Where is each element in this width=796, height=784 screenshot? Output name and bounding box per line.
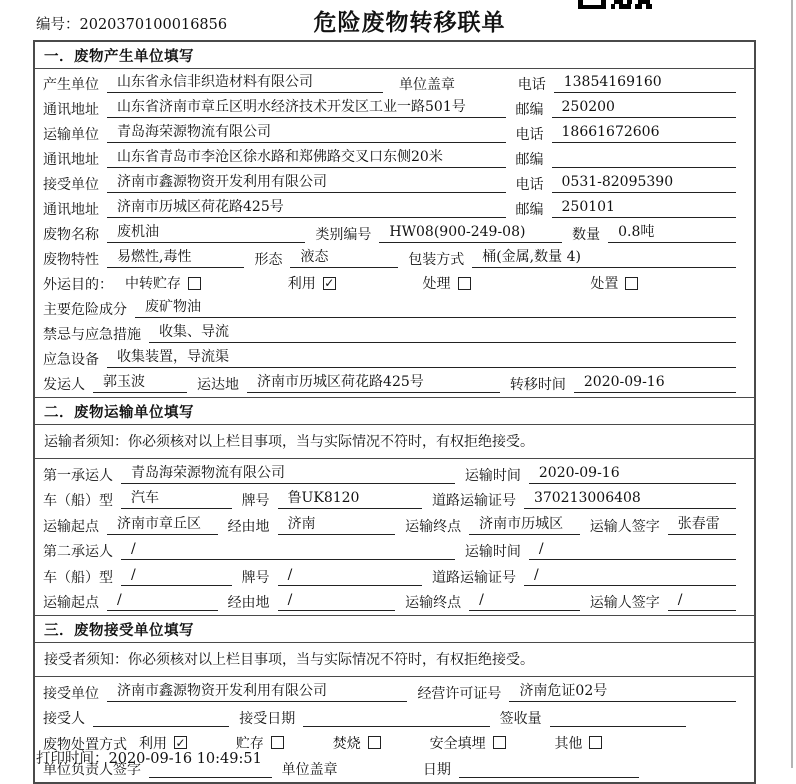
field-label: 运输人签字	[589, 518, 660, 535]
form-row	[35, 170, 754, 195]
page-edge-divider	[791, 0, 793, 768]
field-label: 包装方式	[408, 252, 465, 268]
field-label: 第一承运人	[43, 467, 113, 484]
checkbox-icon	[368, 736, 381, 749]
field-label: 外运目的：	[43, 277, 113, 293]
field-value: 鲁UK8120	[278, 487, 422, 509]
checkbox-label: 处理	[422, 276, 451, 292]
field-label: 牌号	[241, 493, 270, 509]
field-label: 电话	[515, 127, 544, 143]
field-value: /	[121, 567, 232, 586]
field-text: 单位盖章	[399, 77, 456, 93]
field-label: 运输时间	[464, 544, 521, 560]
field-label: 运输起点	[43, 595, 99, 611]
field-label: 签收量	[499, 711, 542, 727]
page-title: 危险废物转移联单	[313, 10, 506, 36]
field-label: 邮编	[515, 152, 544, 168]
field-value	[93, 708, 229, 727]
field-value: 济南市历城区荷花路425号	[247, 371, 500, 393]
print-time-value: 2020-09-16 10:49:51	[108, 751, 262, 767]
field-label: 产生单位	[43, 77, 99, 93]
checkbox-icon	[188, 277, 201, 290]
field-value: 济南市鑫源物资开发利用有限公司	[107, 680, 407, 702]
form-row	[35, 345, 754, 370]
field-label: 日期	[422, 762, 451, 778]
field-value: 2020-09-16	[529, 465, 736, 484]
field-label: 运输时间	[464, 467, 521, 484]
form-row	[35, 120, 754, 145]
field-label: 形态	[254, 252, 283, 268]
field-label: 道路运输证号	[431, 493, 516, 509]
form-row	[35, 295, 754, 320]
field-label: 运输单位	[43, 127, 99, 143]
field-label: 主要危险成分	[43, 302, 127, 318]
field-value: 山东省青岛市李沧区徐水路和郑佛路交叉口东侧20米	[107, 146, 506, 168]
checkbox-checked-icon: ✓	[324, 276, 335, 290]
field-label: 接受日期	[239, 711, 296, 727]
field-label: 邮编	[515, 102, 544, 118]
field-value: /	[278, 567, 422, 586]
form-row	[35, 245, 754, 270]
checkbox-icon	[625, 277, 638, 290]
field-value: /	[278, 592, 396, 611]
section-note: 接受者须知：你必须核对以上栏目事项，当与实际情况不符时，有权拒绝接受。	[35, 643, 754, 677]
field-label: 接受单位	[43, 685, 99, 702]
print-time	[36, 747, 262, 768]
field-label: 应急设备	[43, 352, 99, 368]
field-label: 类别编号	[315, 227, 372, 243]
checkbox-option	[288, 273, 336, 293]
field-label: 邮编	[515, 202, 544, 218]
checkbox-icon	[493, 736, 506, 749]
form-sections	[35, 42, 754, 782]
field-value: 济南危证02号	[509, 680, 736, 702]
serial-number	[36, 13, 227, 34]
field-label: 牌号	[241, 569, 270, 586]
field-label: 运输终点	[405, 595, 462, 611]
document-header	[0, 0, 796, 40]
field-value	[550, 708, 686, 727]
field-label: 经由地	[227, 595, 270, 611]
field-label: 发运人	[43, 377, 85, 393]
field-label: 经营许可证号	[417, 685, 502, 702]
field-value: 济南	[278, 513, 396, 535]
checkbox-label: 利用	[287, 276, 316, 292]
serial-label: 编号：	[36, 17, 80, 33]
field-value: 青岛海荣源物流有限公司	[121, 462, 455, 484]
field-value: 青岛海荣源物流有限公司	[107, 121, 506, 143]
form-row	[35, 562, 754, 588]
field-value	[552, 149, 737, 168]
checkbox-option	[333, 733, 381, 753]
field-value: 收集装置，导流渠	[107, 346, 736, 368]
field-label: 车（船）型	[43, 493, 113, 509]
checkbox-label: 利用	[139, 735, 167, 752]
field-label: 电话	[515, 177, 544, 193]
field-label: 运达地	[197, 377, 240, 393]
checkbox-label: 安全填埋	[429, 735, 486, 752]
form-row	[35, 270, 754, 295]
field-value: 济南市历城区	[469, 513, 580, 535]
field-value	[459, 759, 640, 778]
field-label: 车（船）型	[43, 569, 113, 586]
field-value: /	[121, 541, 455, 560]
checkbox-option	[423, 273, 471, 293]
field-label: 禁忌与应急措施	[43, 327, 141, 343]
checkbox-option	[430, 733, 506, 753]
field-value: 13854169160	[554, 74, 736, 93]
form-row	[35, 678, 754, 704]
field-value: /	[524, 567, 736, 586]
field-label: 数量	[572, 227, 601, 243]
form-row	[35, 95, 754, 120]
qr-code-partial-icon	[578, 0, 652, 10]
checkbox-label: 贮存	[235, 735, 264, 752]
checkbox-label: 处置	[590, 276, 619, 292]
serial-value: 2020370100016856	[79, 17, 228, 33]
form-section	[35, 397, 754, 615]
field-value: 桶(金属,数量 4)	[472, 246, 736, 268]
field-value: 250200	[552, 99, 737, 118]
field-label: 转移时间	[509, 377, 566, 393]
field-value: /	[469, 592, 580, 611]
form-row	[35, 195, 754, 220]
form-section	[35, 42, 754, 397]
field-label: 运输起点	[43, 518, 99, 535]
checkbox-icon	[458, 277, 471, 290]
field-value: 2020-09-16	[574, 374, 736, 393]
field-label: 道路运输证号	[431, 569, 516, 586]
form-row	[35, 511, 754, 537]
form-row	[35, 220, 754, 245]
print-time-label: 打印时间：	[36, 751, 109, 767]
form-row	[35, 588, 754, 614]
field-value: 液态	[290, 246, 398, 268]
field-value: 废矿物油	[135, 296, 736, 318]
form-row	[35, 70, 754, 95]
checkbox-icon	[589, 736, 602, 749]
form-row	[35, 320, 754, 345]
form-row	[35, 460, 754, 486]
field-label: 废物名称	[43, 227, 99, 243]
field-value: 370213006408	[524, 490, 736, 509]
checkbox-label: 中转贮存	[125, 276, 181, 292]
field-value: /	[107, 592, 218, 611]
field-value	[303, 708, 489, 727]
checkbox-option	[125, 273, 201, 293]
field-label: 通讯地址	[43, 102, 99, 118]
field-value: 济南市章丘区	[107, 513, 218, 535]
field-label: 废物处置方式	[43, 736, 127, 753]
field-value: 易燃性,毒性	[107, 246, 244, 268]
form-row	[35, 537, 754, 563]
section-rows	[35, 69, 754, 397]
field-label: 经由地	[227, 518, 270, 535]
field-label: 第二承运人	[43, 544, 113, 560]
checkbox-checked-icon: ✓	[175, 735, 186, 750]
field-value: /	[529, 541, 736, 560]
form-row	[35, 704, 754, 730]
field-value: 张春雷	[668, 513, 736, 535]
form-row	[35, 486, 754, 512]
section-note: 运输者须知：你必须核对以上栏目事项，当与实际情况不符时，有权拒绝接受。	[35, 425, 754, 459]
field-value: 18661672606	[552, 124, 737, 143]
field-label: 通讯地址	[43, 202, 99, 218]
transfer-form	[33, 40, 756, 784]
field-label: 运输终点	[405, 518, 462, 535]
field-label: 接受人	[43, 711, 85, 727]
field-value: 汽车	[121, 487, 232, 509]
checkbox-label: 焚烧	[332, 735, 361, 752]
checkbox-label: 其他	[554, 735, 583, 752]
field-value: 山东省永信非织造材料有限公司	[107, 71, 383, 93]
field-label: 单位负责人签字	[43, 762, 141, 778]
field-label: 通讯地址	[43, 152, 99, 168]
field-value: 济南市历城区荷花路425号	[107, 196, 506, 218]
field-value: 0531-82095390	[552, 174, 737, 193]
form-row	[35, 145, 754, 170]
field-value: /	[668, 592, 736, 611]
field-value: 0.8吨	[608, 221, 736, 243]
field-value: 收集、导流	[149, 321, 736, 343]
checkbox-option	[554, 733, 602, 753]
field-label: 接受单位	[43, 177, 99, 193]
field-value: 废机油	[107, 221, 305, 243]
field-label: 单位盖章	[281, 762, 338, 778]
checkbox-option	[590, 273, 638, 293]
field-value: 山东省济南市章丘区明水经济技术开发区工业一路501号	[107, 96, 506, 118]
form-row	[35, 370, 754, 395]
field-value: 250101	[552, 199, 737, 218]
field-label: 电话	[517, 77, 546, 93]
checkbox-icon	[271, 736, 284, 749]
field-value: HW08(900-249-08)	[379, 224, 562, 243]
field-label: 废物特性	[43, 252, 99, 268]
section-header: 三．废物接受单位填写	[35, 616, 754, 643]
section-rows	[35, 459, 754, 615]
field-value: 郭玉波	[93, 371, 187, 393]
field-label: 运输人签字	[589, 595, 660, 611]
field-value: 济南市鑫源物资开发利用有限公司	[107, 171, 506, 193]
section-header: 二．废物运输单位填写	[35, 398, 754, 425]
section-header: 一．废物产生单位填写	[35, 42, 754, 69]
